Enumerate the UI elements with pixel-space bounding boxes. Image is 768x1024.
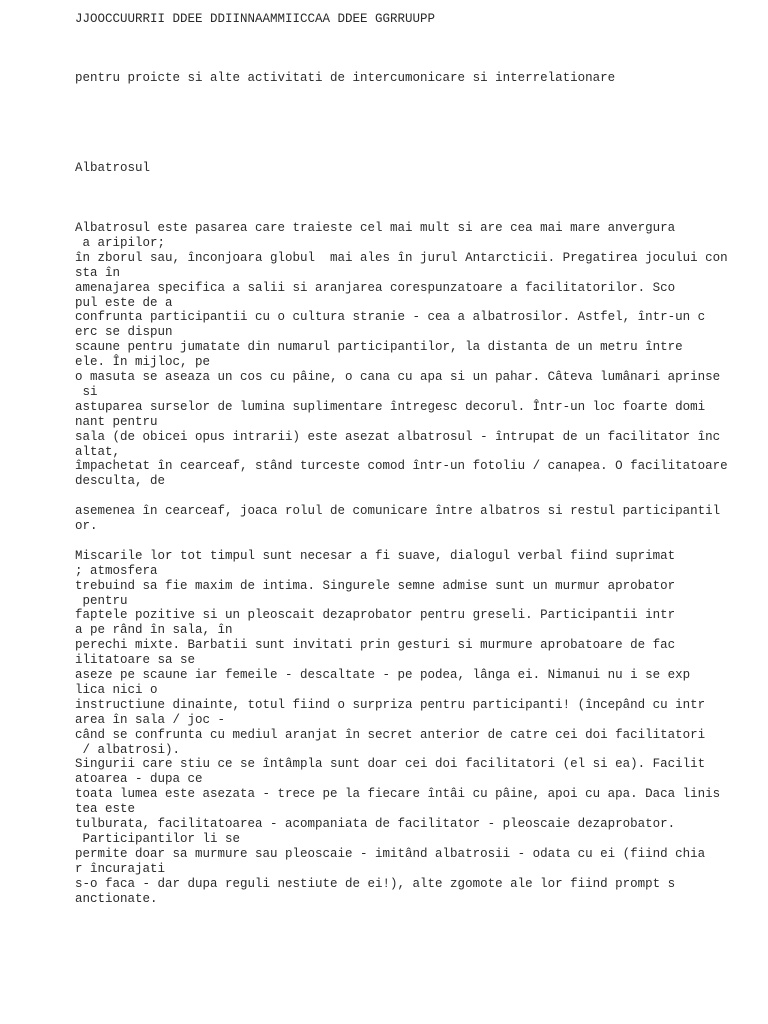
document-header: JJOOCCUURRII DDEE DDIINNAAMMIICCAA DDEE GGRRUUPP — [75, 12, 436, 26]
body-line: toata lumea este asezata - trece pe la fiecare întâi cu pâine, apoi cu apa. Daca linis — [75, 787, 721, 802]
body-line: ; atmosfera — [75, 563, 158, 578]
body-line: a pe rând în sala, în — [75, 623, 233, 638]
body-line: sala (de obicei opus intrarii) este asezat albatrosul - întrupat de un facilitator înc — [75, 429, 721, 444]
body-line: erc se dispun — [75, 325, 173, 340]
body-line: asemenea în cearceaf, joaca rolul de comunicare între albatros si restul participantil — [75, 504, 721, 519]
body-line: împachetat în cearceaf, stând turceste comod într-un fotoliu / canapea. O facilitatoare — [75, 459, 728, 474]
body-line: / albatrosi). — [75, 742, 181, 757]
body-line: s-o faca - dar dupa reguli nestiute de ei!), alte zgomote ale lor fiind prompt s — [75, 876, 676, 891]
body-line: faptele pozitive si un pleoscait dezaprobator pentru greseli. Participantii intr — [75, 608, 676, 623]
section-title: Albatrosul — [75, 161, 151, 175]
body-line: instructiune dinainte, totul fiind o surpriza pentru participanti! (începând cu intr — [75, 697, 706, 712]
body-line: Miscarile lor tot timpul sunt necesar a fi suave, dialogul verbal fiind suprimat — [75, 548, 676, 563]
body-line: Singurii care stiu ce se întâmpla sunt doar cei doi facilitatori (el si ea). Facilit — [75, 757, 706, 772]
body-line: o masuta se aseaza un cos cu pâine, o cana cu apa si un pahar. Câteva lumânari aprinse — [75, 370, 721, 384]
document-subtitle: pentru proicte si alte activitati de intercumonicare si interrelationare — [75, 71, 616, 85]
body-line: Albatrosul este pasarea care traieste cel mai mult si are cea mai mare anvergura — [75, 221, 676, 235]
body-line: scaune pentru jumatate din numarul participantilor, la distanta de un metru între — [75, 340, 683, 355]
body-line: ilitatoare sa se — [75, 653, 196, 668]
body-line: astuparea surselor de lumina suplimentare întregesc decorul. Într-un loc foarte domi — [75, 399, 706, 414]
body-line: tulburata, facilitatoarea - acompaniata de facilitator - pleoscaie dezaprobator. — [75, 817, 676, 831]
body-line: perechi mixte. Barbatii sunt invitati prin gesturi si murmure aprobatoare de fac — [75, 638, 676, 653]
body-line: tea este — [75, 802, 136, 817]
body-line: pentru — [75, 593, 128, 608]
body-line: atoarea - dupa ce — [75, 772, 203, 787]
body-line: desculta, de — [75, 474, 166, 489]
body-line: lica nici o — [75, 682, 158, 697]
body-line: altat, — [75, 444, 121, 459]
body-line: pul este de a — [75, 295, 173, 310]
body-line: si — [75, 384, 98, 399]
body-line: Participantilor li se — [75, 831, 241, 846]
body-line: amenajarea specifica a salii si aranjarea corespunzatoare a facilitatorilor. Sco — [75, 280, 676, 295]
body-line: aseze pe scaune iar femeile - descaltate - pe podea, lânga ei. Nimanui nu i se exp — [75, 668, 691, 682]
body-line: confrunta participantii cu o cultura stranie - cea a albatrosilor. Astfel, într-un c — [75, 310, 706, 325]
body-line: nant pentru — [75, 414, 158, 429]
body-line: în zborul sau, înconjoara globul mai ales în jurul Antarcticii. Pregatirea jocului con — [75, 250, 728, 265]
body-line: a aripilor; — [75, 235, 166, 250]
body-line: or. — [75, 519, 98, 533]
body-line: permite doar sa murmure sau pleoscaie - imitând albatrosii - odata cu ei (fiind chia — [75, 846, 706, 861]
body-line: ele. În mijloc, pe — [75, 355, 211, 370]
body-line: trebuind sa fie maxim de intima. Singurele semne admise sunt un murmur aprobator — [75, 578, 676, 593]
body-line: area în sala / joc - — [75, 712, 226, 727]
body-line: sta în — [75, 265, 121, 280]
body-line: când se confrunta cu mediul aranjat în secret anterior de catre cei doi facilitatori — [75, 727, 706, 742]
body-line: anctionate. — [75, 891, 158, 906]
body-line: r încurajati — [75, 861, 166, 876]
